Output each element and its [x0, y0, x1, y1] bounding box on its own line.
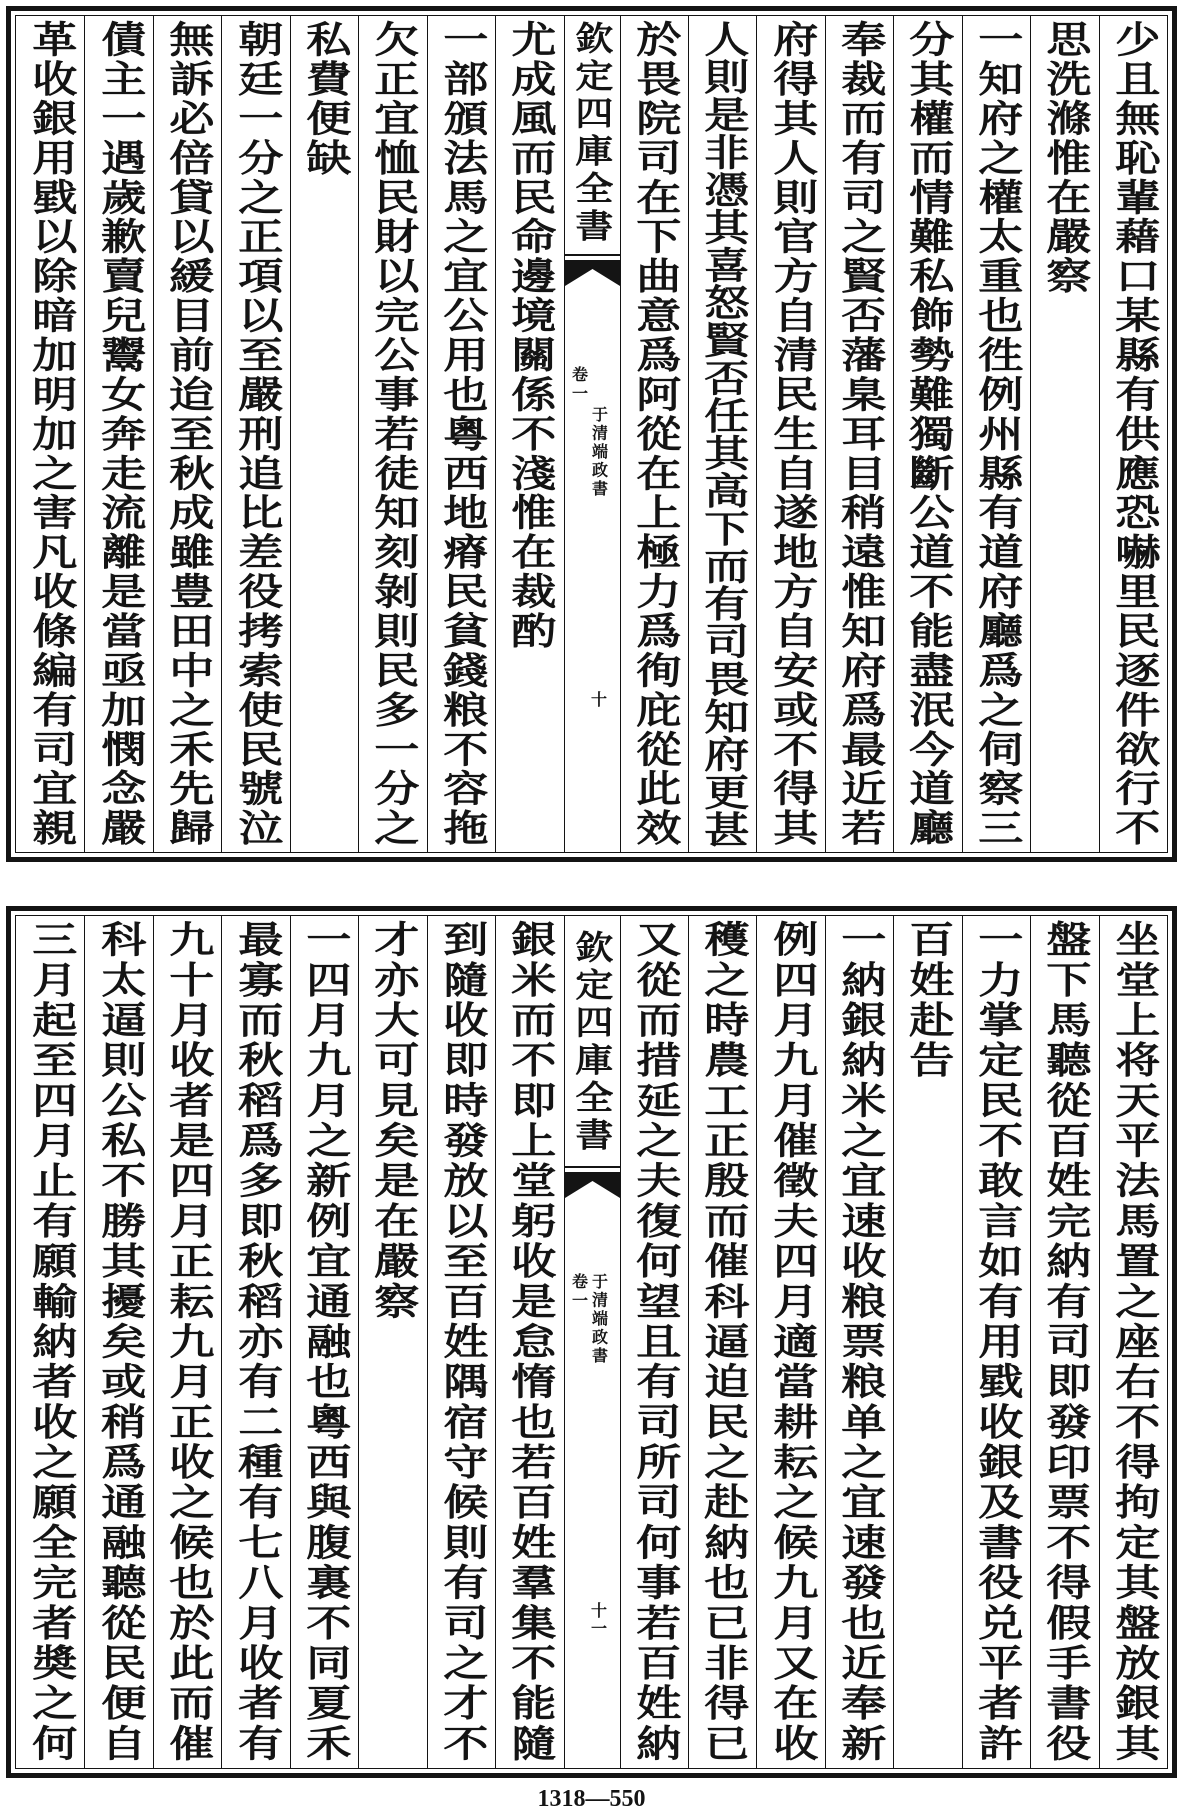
juan-label: 卷一: [569, 1273, 589, 1311]
column-text: 私費便缺: [298, 20, 352, 178]
page-number: 十: [588, 691, 608, 709]
text-column: [290, 916, 358, 1768]
text-column: [1030, 16, 1098, 852]
fishtail-mark-icon: [565, 254, 620, 288]
text-column: [825, 16, 893, 852]
column-text: 才亦大可見矣是在嚴察: [366, 920, 421, 1322]
column-text: 奉裁而有司之賢否藩臬耳目稍遠惟知府爲最近若: [833, 20, 887, 848]
text-column: [221, 916, 289, 1768]
page-number: 十一: [588, 1602, 608, 1638]
column-text: 思洗滌惟在嚴察: [1038, 20, 1093, 296]
column-text: 一納銀納米之宜速收粮票粮单之宜速發也近奉新: [833, 920, 887, 1764]
column-text: 分其權而情難私飾勢難獨斷公道不能盡泯今道廳: [901, 20, 956, 848]
column-text: 府得其人則官方自清民生自遂地方自安或不得其: [764, 20, 819, 848]
text-column: [688, 916, 756, 1768]
text-column: [358, 16, 426, 852]
text-column: [893, 16, 961, 852]
collection-title: 欽定四庫全書: [569, 930, 615, 1155]
book-title: 于清端政書: [589, 406, 609, 499]
column-text: 革收銀用戥以除暗加明加之害凡收條編有司宜親: [23, 20, 78, 848]
column-text: 盤下馬聽從百姓完納有司即發印票不得假手書役: [1038, 920, 1093, 1764]
text-column: [1030, 916, 1098, 1768]
page-spread-bottom: [6, 906, 1177, 1778]
text-column: [16, 16, 84, 852]
text-column: [84, 16, 152, 852]
text-column: [962, 916, 1030, 1768]
text-column: [84, 916, 152, 1768]
column-text: 九十月收者是四月正耘九月正收之候也於此而催: [161, 920, 216, 1764]
column-text: 債主一遇歲歉賣兒鬻女奔走流離是當亟加憫念嚴: [92, 20, 147, 848]
column-text: 欠正宜恤民財以完公事若徒知刻剝則民多一分之: [366, 20, 421, 848]
text-column: [756, 16, 824, 852]
text-frame: [15, 915, 1168, 1769]
text-column: [620, 916, 688, 1768]
text-column: [1099, 916, 1167, 1768]
text-column: [427, 916, 495, 1768]
text-column: [153, 16, 221, 852]
column-text: 又從而措延之夫復何望且有司所司何事若百姓納: [627, 920, 682, 1764]
column-text: 銀米而不即上堂躬收是怠惰也若百姓羣集不能隨: [503, 920, 558, 1764]
column-text: 科太逼則公私不勝其擾矣或稍爲通融聽從民便自: [92, 920, 147, 1764]
text-column: [756, 916, 824, 1768]
column-text: 穫之時農工正殷而催科逼迫民之赴納也已非得已: [696, 920, 751, 1764]
column-text: 無訴必倍貸以緩目前迨至秋成雖豊田中之禾先歸: [161, 20, 216, 848]
text-column: [962, 16, 1030, 852]
fishtail-mark-icon: [565, 1166, 620, 1200]
page-spread-top: [6, 6, 1177, 862]
column-text: 三月起至四月止有願輸納者收之願全完者奬之何: [23, 920, 78, 1764]
column-text: 坐堂上将天平法馬置之座右不得拘定其盤放銀其: [1107, 920, 1161, 1764]
column-text: 於畏院司在下曲意爲阿從在上極力爲徇庇從此效: [627, 20, 682, 848]
column-text: 一部頒法馬之宜公用也粵西地瘠民貧錢粮不容拖: [435, 20, 489, 848]
column-text: 少且無恥輩藉口某縣有供應恐嚇里民逐件欲行不: [1107, 20, 1161, 848]
text-column: [427, 16, 495, 852]
column-text: 一力掌定民不敢言如有用戥收銀及書役兑平者許: [970, 920, 1024, 1764]
text-column: [893, 916, 961, 1768]
text-column: [16, 916, 84, 1768]
collection-title: 欽定四庫全書: [569, 21, 615, 246]
book-title: 于清端政書: [589, 1273, 609, 1366]
column-text: 人則是非憑其喜怒賢否任其高下而有司畏知府更甚: [696, 20, 751, 848]
column-text: 例四月九月催徵夫四月適當耕耘之候九月又在收: [764, 920, 819, 1764]
text-column: [290, 16, 358, 852]
text-column: [358, 916, 426, 1768]
text-frame: [15, 15, 1168, 853]
text-column: [825, 916, 893, 1768]
column-text: 到隨收即時發放以至百姓隅宿守候則有司之才不: [435, 920, 489, 1764]
column-text: 最寡而秋稻爲多即秋稻亦有二種有七八月收者有: [229, 920, 284, 1764]
column-text: 朝廷一分之正項以至嚴刑追比差役拷索使民號泣: [229, 20, 284, 848]
juan-label: 卷一: [569, 366, 589, 404]
column-text: 一四月九月之新例宜通融也粵西與腹裏不同夏禾: [298, 920, 352, 1764]
text-column: [620, 16, 688, 852]
block-center-margin: [564, 16, 620, 852]
column-text: 一知府之權太重也徃例州縣有道府廳爲之伺察三: [970, 20, 1024, 848]
column-text: 尤成風而民命邊境關係不淺惟在裁酌: [503, 20, 558, 651]
block-center-margin: [564, 916, 620, 1768]
text-column: [495, 916, 563, 1768]
text-column: [495, 16, 563, 852]
text-column: [1099, 16, 1167, 852]
column-text: 百姓赴告: [901, 920, 956, 1081]
text-column: [221, 16, 289, 852]
text-column: [688, 16, 756, 852]
plate-number: 1318—550: [537, 1786, 646, 1812]
text-column: [153, 916, 221, 1768]
